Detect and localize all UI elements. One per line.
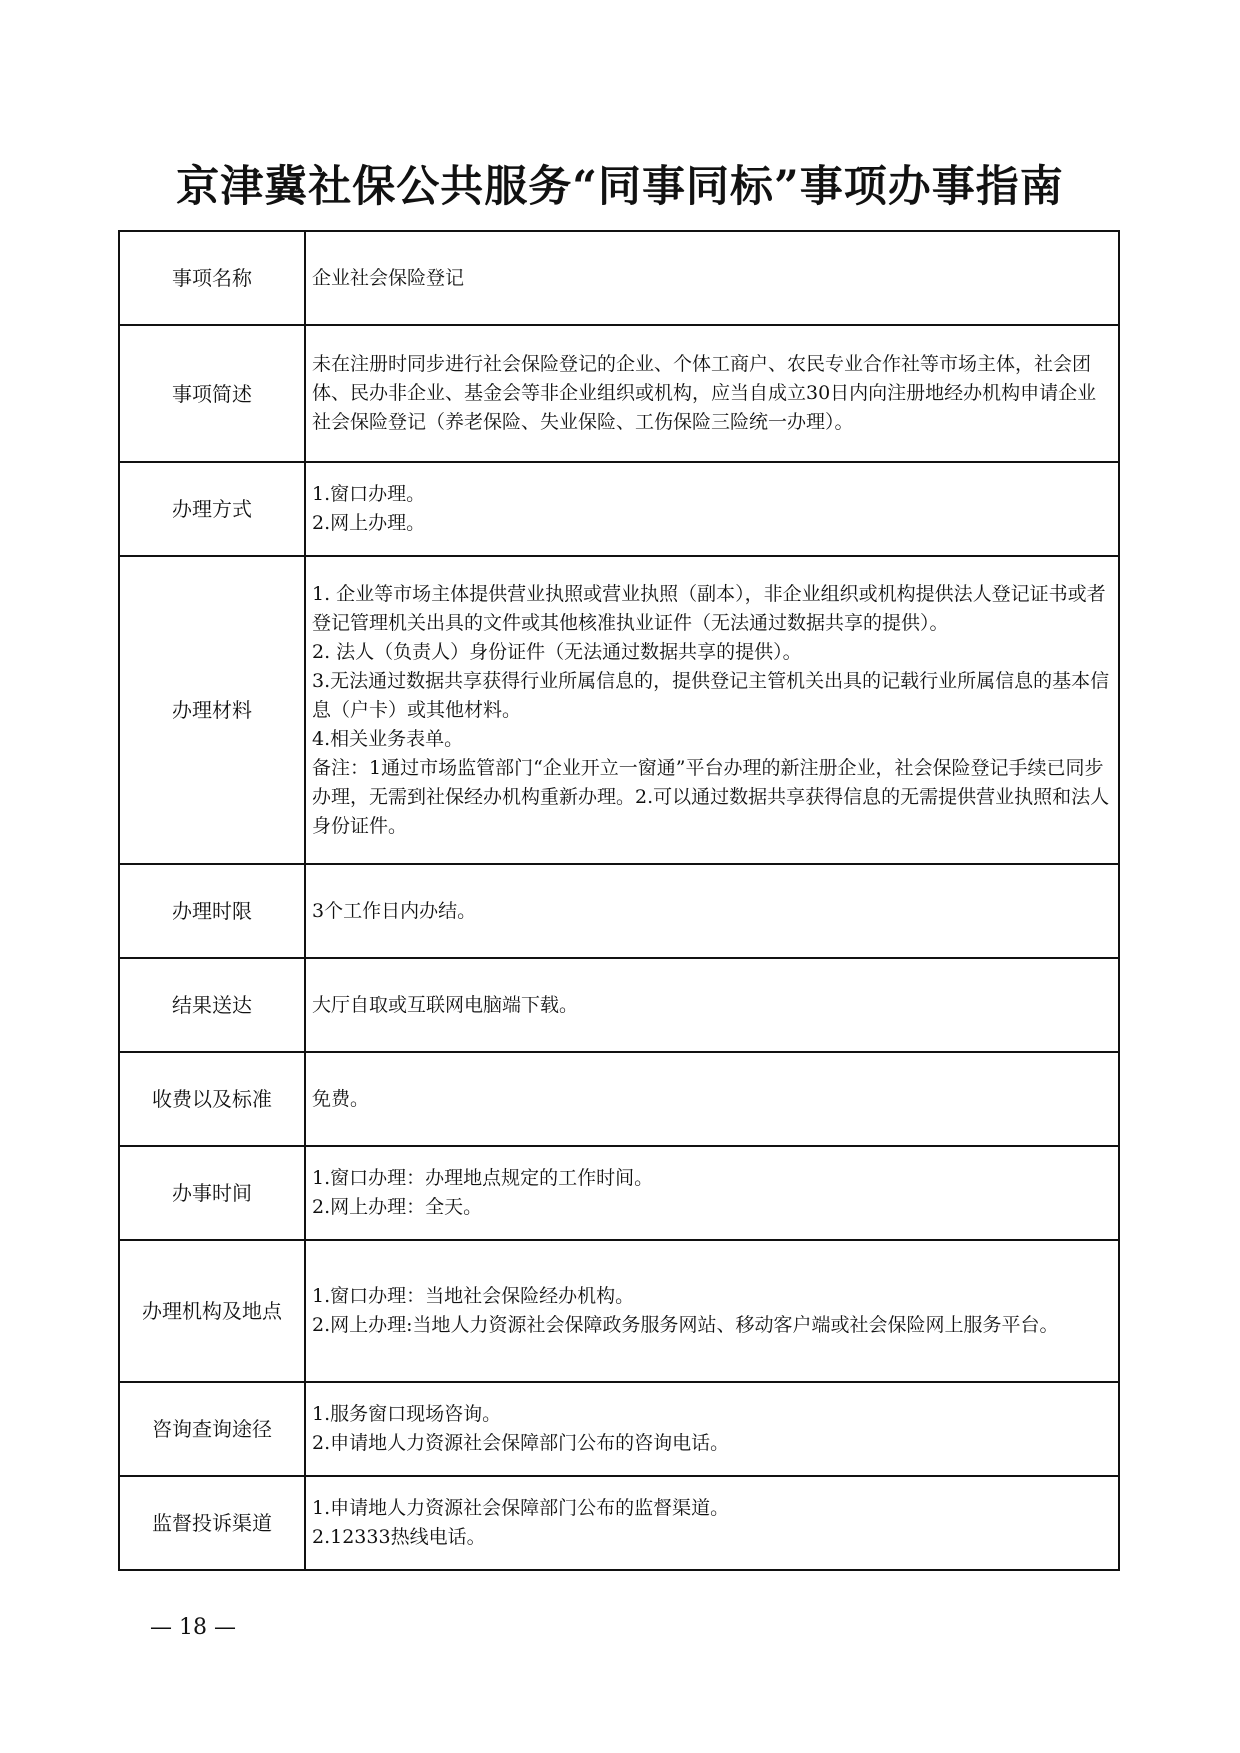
table-row <box>119 864 1119 958</box>
row-label: 办事时间 <box>119 1146 305 1240</box>
content-line: 大厅自取或互联网电脑端下载。 <box>312 993 579 1016</box>
content-line: 1.窗口办理：当地社会保险经办机构。 <box>312 1285 635 1307</box>
content-line: 未在注册时同步进行社会保险登记的企业、个体工商户、农民专业合作社等市场主体，社会团体、民办非企业、基金会等非企业组织或机构，应当自成立30日内向注册地经办机构申请企业社会保险登记（养老保险、失业保险、工伤保险三险统一办理）。 <box>312 353 1097 433</box>
guide-table <box>118 230 1120 1571</box>
row-label: 办理机构及地点 <box>119 1240 305 1382</box>
table-row <box>119 325 1119 462</box>
row-label: 办理材料 <box>119 556 305 864</box>
row-label: 收费以及标准 <box>119 1052 305 1146</box>
row-content <box>305 1240 1119 1382</box>
content-line: 1.窗口办理。 <box>312 483 426 505</box>
row-content <box>305 1052 1119 1146</box>
content-line: 2.网上办理:当地人力资源社会保障政务服务网站、移动客户端或社会保险网上服务平台。 <box>312 1314 1059 1336</box>
page-number: — 18 — <box>150 1615 236 1640</box>
page-title: 京津冀社保公共服务“同事同标”事项办事指南 <box>176 162 1064 212</box>
content-line: 4.相关业务表单。 <box>312 727 464 750</box>
content-line: 1.服务窗口现场咨询。 <box>312 1403 502 1425</box>
row-label: 监督投诉渠道 <box>119 1476 305 1570</box>
content-line: 1. 企业等市场主体提供营业执照或营业执照（副本），非企业组织或机构提供法人登记证书或者登记管理机关出具的文件或其他核准执业证件（无法通过数据共享的提供）。 <box>312 582 1106 634</box>
table-row <box>119 1146 1119 1240</box>
table-row <box>119 1052 1119 1146</box>
row-label: 事项简述 <box>119 325 305 462</box>
content-line: 2.网上办理：全天。 <box>312 1196 483 1218</box>
row-label: 办理时限 <box>119 864 305 958</box>
content-line: 1.申请地人力资源社会保障部门公布的监督渠道。 <box>312 1497 730 1519</box>
row-content <box>305 864 1119 958</box>
content-line: 3.无法通过数据共享获得行业所属信息的，提供登记主管机关出具的记载行业所属信息的基本信息（户卡）或其他材料。 <box>312 669 1110 721</box>
content-line: 3个工作日内办结。 <box>312 899 477 922</box>
content-line: 2.申请地人力资源社会保障部门公布的咨询电话。 <box>312 1432 730 1454</box>
table-row <box>119 1240 1119 1382</box>
table-row <box>119 556 1119 864</box>
content-line: 2.12333热线电话。 <box>312 1526 486 1548</box>
row-content <box>305 1146 1119 1240</box>
table-row <box>119 1476 1119 1570</box>
content-line: 备注：1通过市场监管部门“企业开立一窗通”平台办理的新注册企业，社会保险登记手续已同步办理，无需到社保经办机构重新办理。2.可以通过数据共享获得信息的无需提供营业执照和法人身份证件。 <box>312 756 1110 837</box>
content-line: 企业社会保险登记 <box>312 266 465 289</box>
row-label: 咨询查询途径 <box>119 1382 305 1476</box>
row-content <box>305 325 1119 462</box>
row-label: 结果送达 <box>119 958 305 1052</box>
row-label: 办理方式 <box>119 462 305 556</box>
table-row <box>119 462 1119 556</box>
table-row <box>119 231 1119 325</box>
row-content <box>305 1476 1119 1570</box>
row-content <box>305 1382 1119 1476</box>
row-content <box>305 462 1119 556</box>
row-label: 事项名称 <box>119 231 305 325</box>
content-line: 免费。 <box>312 1087 370 1110</box>
row-content <box>305 556 1119 864</box>
table-row <box>119 1382 1119 1476</box>
content-line: 2.网上办理。 <box>312 512 426 534</box>
content-line: 2. 法人（负责人）身份证件（无法通过数据共享的提供）。 <box>312 640 802 663</box>
content-line: 1.窗口办理：办理地点规定的工作时间。 <box>312 1167 654 1189</box>
table-row <box>119 958 1119 1052</box>
row-content <box>305 958 1119 1052</box>
row-content <box>305 231 1119 325</box>
